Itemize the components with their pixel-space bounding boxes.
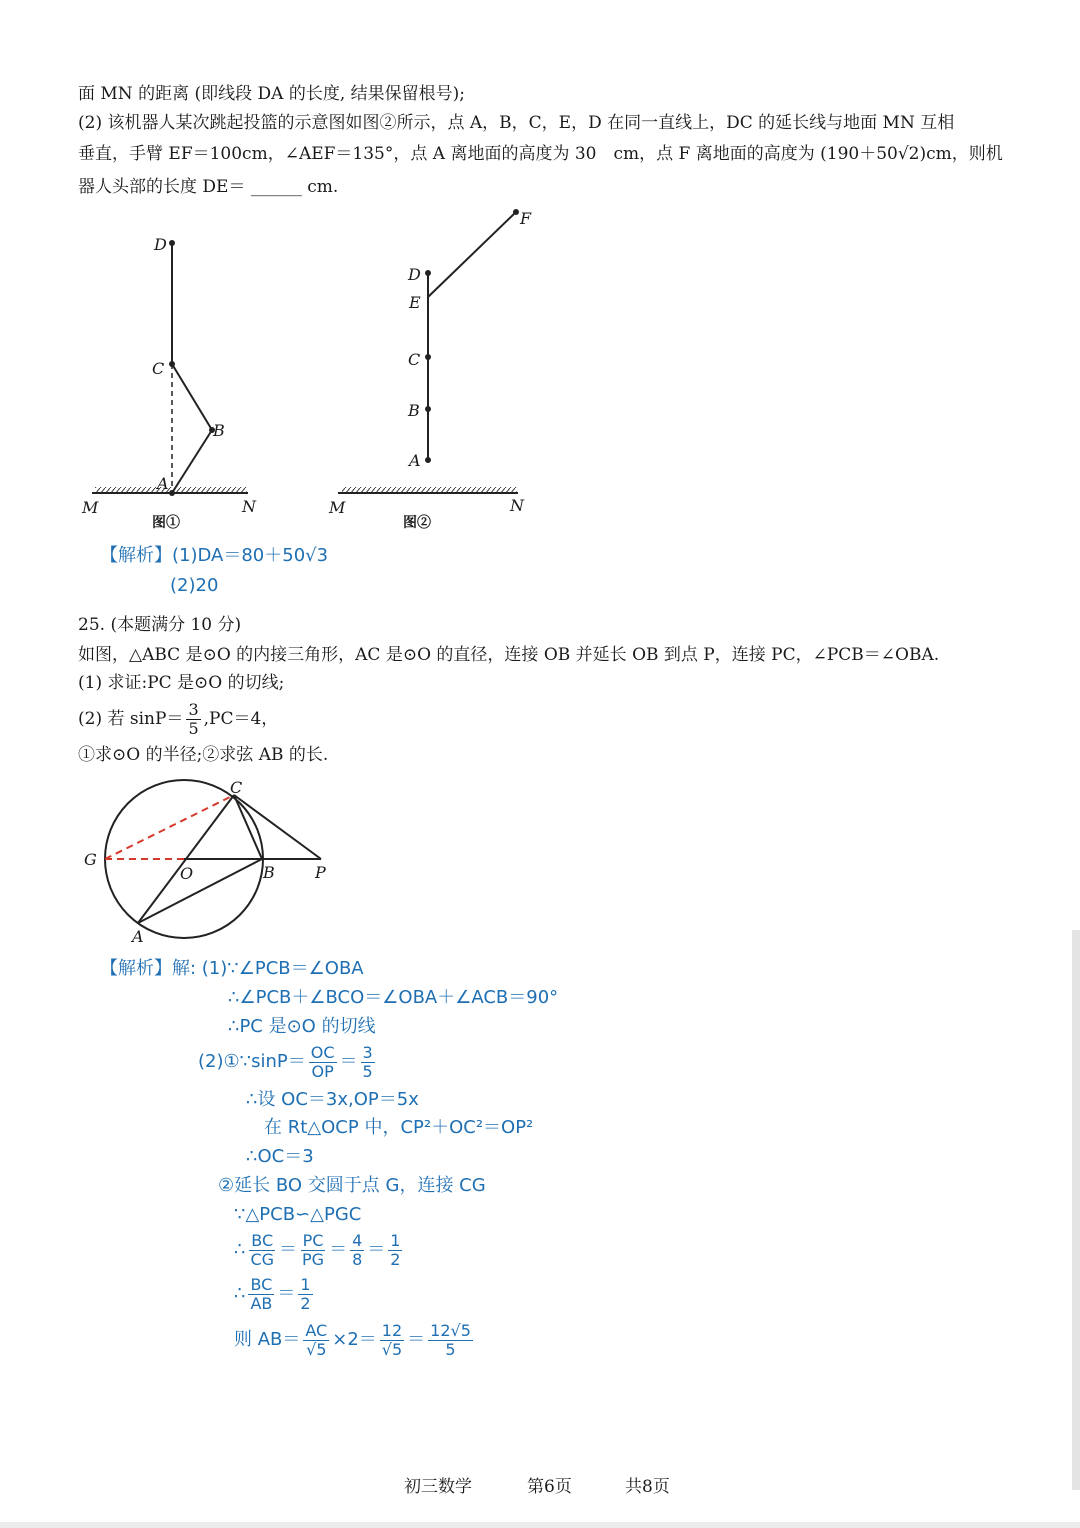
label-m-2: M — [329, 498, 346, 517]
frac-num: 12 — [381, 1320, 403, 1340]
q25-part2-post: ,PC＝4， — [203, 709, 279, 729]
label-a-1: A — [157, 474, 169, 493]
frac-den: 5 — [188, 718, 199, 738]
frac-num: AC — [305, 1320, 328, 1340]
label-b-2: B — [408, 401, 420, 420]
point-d-2 — [425, 270, 431, 276]
q24-answer-2: (2)20 — [170, 575, 219, 596]
fraction-12root5-5 — [428, 1322, 473, 1359]
frac-den: √5 — [381, 1339, 403, 1359]
footer-page: 第6页 — [527, 1477, 572, 1497]
sol-s4-pre: (2)①∵sinP＝ — [198, 1051, 306, 1072]
frac-den: 2 — [300, 1293, 311, 1313]
label-a-2: A — [409, 451, 421, 470]
fraction-3-5-sol — [361, 1044, 375, 1081]
fraction-bc-ab — [248, 1276, 274, 1313]
footer-total: 共8页 — [625, 1477, 670, 1497]
label-c: C — [230, 778, 243, 797]
line-gc-dash — [105, 795, 234, 859]
solution-line-4 — [198, 1042, 378, 1082]
q24-ans1: (1)DA＝80＋50√3 — [172, 545, 329, 566]
solution-line-10 — [234, 1229, 405, 1271]
solution-line-2: ∴∠PCB＋∠BCO＝∠OBA＋∠ACB＝90° — [228, 987, 559, 1008]
solution-line-6: 在 Rt△OCP 中，CP²＋OC²＝OP² — [264, 1117, 534, 1138]
eq-sign: ＝ — [277, 1283, 296, 1304]
footer-subject: 初三数学 — [404, 1477, 472, 1497]
label-f-2: F — [520, 209, 532, 228]
robot-figures — [70, 200, 550, 540]
segment-ba-1 — [172, 430, 212, 493]
label-d-1: D — [154, 235, 167, 254]
fraction-oc-op — [309, 1044, 337, 1081]
q25-part1: (1) 求证:PC 是⊙O 的切线; — [78, 673, 285, 693]
segment-cb-1 — [172, 364, 212, 430]
sol-s11-pre: ∴ — [234, 1283, 246, 1304]
label-n-2: N — [510, 496, 524, 515]
figure-2-caption: 图② — [403, 515, 431, 531]
label-d-2: D — [408, 265, 421, 284]
frac-num: BC — [250, 1274, 273, 1294]
frac-den: 8 — [352, 1249, 363, 1269]
solution-line-7: ∴OC＝3 — [246, 1146, 314, 1167]
point-a-2 — [425, 457, 431, 463]
frac-num: 1 — [300, 1274, 311, 1294]
sol-s10-pre: ∴ — [234, 1239, 246, 1260]
label-b-1: B — [213, 421, 225, 440]
analysis-tag-2: 【解析】 — [100, 958, 172, 979]
frac-num: OC — [310, 1042, 335, 1062]
page-edge-shadow — [1072, 930, 1080, 1490]
label-o: O — [180, 864, 194, 883]
solution-line-12 — [234, 1318, 476, 1362]
frac-den: OP — [311, 1061, 334, 1081]
eq-sign: ＝ — [407, 1329, 426, 1350]
figure-1-caption: 图① — [152, 515, 180, 531]
frac-den: 2 — [390, 1249, 401, 1269]
point-d-1 — [169, 240, 175, 246]
label-m-1: M — [82, 498, 99, 517]
fraction-4-8 — [350, 1232, 364, 1269]
fraction-bc-cg — [248, 1232, 276, 1269]
point-f-2 — [513, 209, 519, 215]
line-ab — [138, 859, 262, 923]
fraction-pc-pg — [300, 1232, 326, 1269]
frac-num: 4 — [352, 1230, 363, 1250]
label-b: B — [263, 863, 275, 882]
point-c-2 — [425, 354, 431, 360]
frac-num: 3 — [362, 1042, 373, 1062]
q25-part2 — [78, 699, 278, 739]
frac-num: 12√5 — [430, 1320, 471, 1340]
q25-title: 25. (本题满分 10 分) — [78, 615, 242, 635]
q24-line4: 器人头部的长度 DE＝ ______ cm. — [78, 177, 339, 197]
solution-line-5: ∴设 OC＝3x,OP＝5x — [246, 1089, 419, 1110]
analysis-tag-1: 【解析】 — [100, 545, 172, 566]
sol-s1: 解: (1)∵∠PCB＝∠OBA — [172, 958, 364, 979]
eq-sign: ＝ — [329, 1239, 348, 1260]
label-a: A — [132, 927, 144, 946]
frac-den: PG — [302, 1249, 325, 1269]
label-c-2: C — [408, 350, 421, 369]
q24-line3: 垂直，手臂 EF＝100cm，∠AEF＝135°，点 A 离地面的高度为 30 cm，点 F 离地面的高度为 (190＋50√2)cm，则机 — [78, 144, 1003, 164]
sol-s4-eq: ＝ — [339, 1051, 358, 1072]
label-c-1: C — [152, 359, 165, 378]
label-n-1: N — [242, 497, 256, 516]
frac-num: PC — [302, 1230, 324, 1250]
solution-line-1 — [100, 957, 364, 981]
q24-answer-1 — [100, 544, 328, 568]
frac-den: 5 — [445, 1339, 456, 1359]
figure-1 — [81, 235, 257, 531]
fraction-ac-root5 — [303, 1322, 329, 1359]
point-c-1 — [169, 361, 175, 367]
solution-line-11 — [234, 1273, 316, 1315]
label-p: P — [315, 863, 326, 882]
fraction-3-5 — [186, 701, 200, 738]
q24-line2: (2) 该机器人某次跳起投篮的示意图如图②所示，点 A，B，C，E，D 在同一直线上，DC 的延长线与地面 MN 互相 — [78, 113, 955, 133]
solution-line-3: ∴PC 是⊙O 的切线 — [228, 1016, 376, 1037]
fraction-1-2 — [388, 1232, 402, 1269]
sol-s12-mid: ×2＝ — [332, 1329, 377, 1350]
label-e-2: E — [409, 293, 421, 312]
sol-s12-pre: 则 AB＝ — [234, 1329, 301, 1350]
frac-num: 1 — [390, 1230, 401, 1250]
point-a-1 — [169, 490, 175, 496]
frac-num: BC — [251, 1230, 274, 1250]
point-b-2 — [425, 406, 431, 412]
solution-line-9: ∵△PCB∽△PGC — [234, 1204, 362, 1225]
fraction-12-root5 — [380, 1322, 404, 1359]
label-g: G — [84, 850, 97, 869]
circle-figure — [70, 775, 350, 950]
eq-sign: ＝ — [279, 1239, 298, 1260]
segment-ef-2 — [428, 212, 516, 297]
fraction-1-2-b — [298, 1276, 312, 1313]
frac-den: 5 — [362, 1061, 373, 1081]
q25-stem: 如图，△ABC 是⊙O 的内接三角形，AC 是⊙O 的直径，连接 OB 并延长 OB 到点 P，连接 PC，∠PCB＝∠OBA. — [78, 645, 940, 665]
frac-den: CG — [250, 1249, 275, 1269]
eq-sign: ＝ — [367, 1239, 386, 1260]
q25-part3: ①求⊙O 的半径;②求弦 AB 的长. — [78, 745, 329, 765]
frac-num: 3 — [188, 699, 199, 719]
solution-line-8: ②延长 BO 交圆于点 G，连接 CG — [218, 1175, 486, 1196]
frac-den: AB — [250, 1293, 273, 1313]
frac-den: √5 — [306, 1339, 327, 1359]
q25-part2-pre: (2) 若 sinP＝ — [78, 709, 184, 729]
q24-line1: 面 MN 的距离 (即线段 DA 的长度, 结果保留根号); — [78, 84, 466, 104]
figure-2 — [328, 209, 532, 531]
